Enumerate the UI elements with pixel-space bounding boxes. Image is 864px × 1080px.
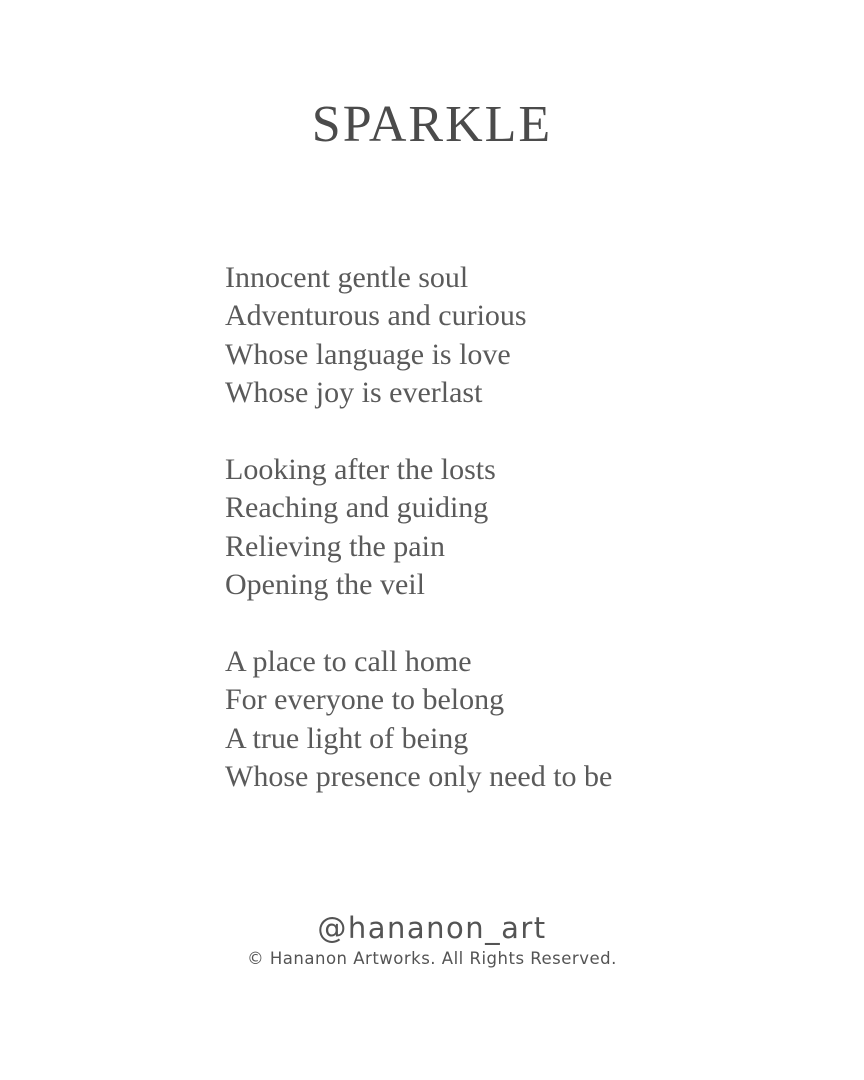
poem-line: A true light of being bbox=[225, 721, 469, 755]
stanza-1 bbox=[225, 259, 612, 413]
poem-line: Innocent gentle soul bbox=[225, 261, 469, 294]
footer bbox=[0, 910, 864, 969]
poem-line: For everyone to belong bbox=[225, 683, 505, 717]
stanza-2 bbox=[225, 451, 612, 605]
poem-line: Whose language is love bbox=[225, 337, 511, 371]
poem-line: Opening the veil bbox=[225, 568, 425, 602]
copyright-notice: © Hananon Artworks. All Rights Reserved. bbox=[247, 949, 617, 968]
poem-line: A place to call home bbox=[225, 645, 472, 679]
poem-line: Adventurous and curious bbox=[225, 299, 527, 333]
artist-handle: @hananon_art bbox=[317, 911, 547, 945]
poem-title: SPARKLE bbox=[311, 96, 553, 153]
stanza-3 bbox=[225, 643, 612, 797]
poem-line: Reaching and guiding bbox=[225, 491, 489, 525]
poem-line: Looking after the losts bbox=[225, 453, 496, 487]
poem-body bbox=[225, 259, 612, 797]
poem-line: Whose presence only need to be bbox=[225, 760, 613, 794]
poem-line: Relieving the pain bbox=[225, 529, 445, 563]
poem-line: Whose joy is everlast bbox=[225, 376, 483, 410]
